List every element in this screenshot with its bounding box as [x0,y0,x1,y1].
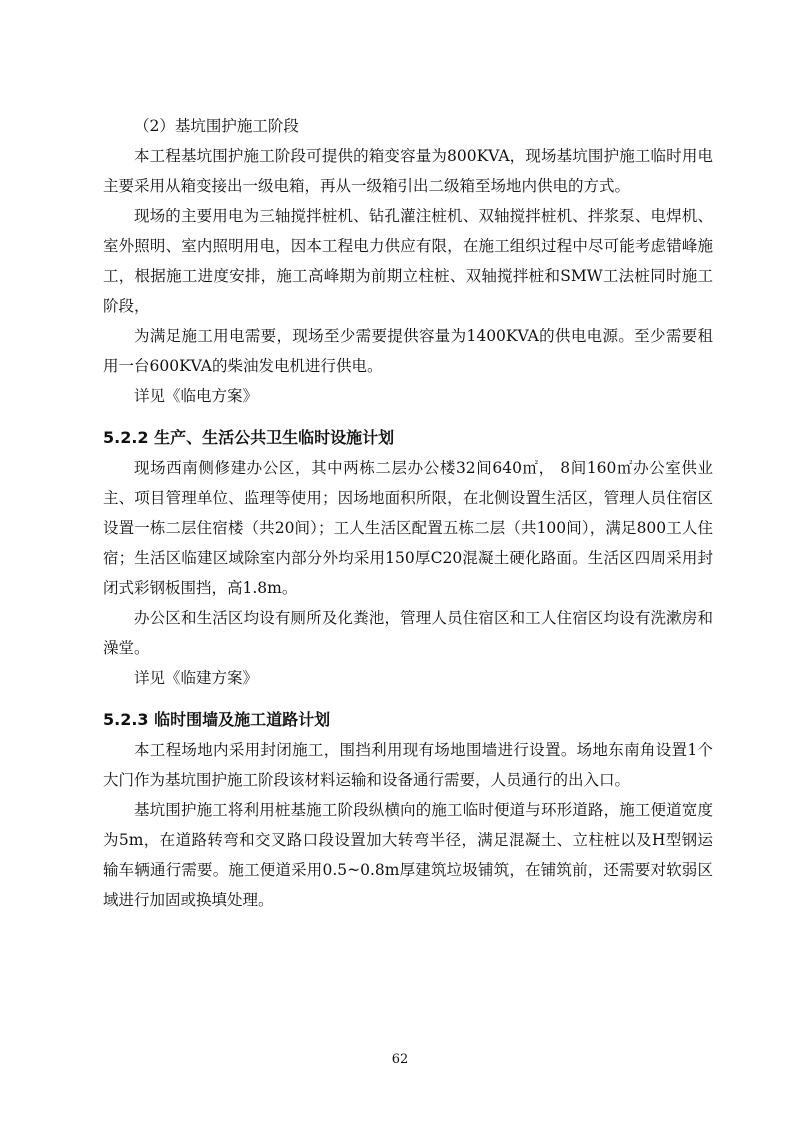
page-number: 62 [391,1052,409,1067]
paragraph-4: 详见《临电方案》 [134,387,259,405]
section-2-label: （2）基坑围护施工阶段 [134,117,299,135]
paragraph-5: 现场西南侧修建办公区，其中两栋二层办公楼32间640㎡， 8间160㎡办公室供业主、项目管理单位、监理等使用；因场地面积所限，在北侧设置生活区，管理人员住宿区设置一栋二层住宿楼（共20间）；工人生活区配置五栋二层（共100间），满足800工人住宿；生活区临建区域除室内部分外均采用150厚C20混凝土硬化路面。生活区四周采用封闭式彩钢板围挡，高1.8m。 [103,459,713,597]
heading-5-2-3: 5.2.3 临时围墙及施工道路计划 [103,710,331,729]
paragraph-3: 为满足施工用电需要，现场至少需要提供容量为1400KVA的供电电源。至少需要租用一台600KVA的柴油发电机进行供电。 [103,327,713,375]
paragraph-2: 现场的主要用电为三轴搅拌桩机、钻孔灌注桩机、双轴搅拌桩机、拌浆泵、电焊机、室外照明、室内照明用电，因本工程电力供应有限，在施工组织过程中尽可能考虑错峰施工，根据施工进度安排，施工高峰期为前期立柱桩、双轴搅拌桩和SMW工法桩同时施工阶段， [103,207,713,315]
paragraph-7: 详见《临建方案》 [134,669,259,687]
paragraph-1: 本工程基坑围护施工阶段可提供的箱变容量为800KVA，现场基坑围护施工临时用电主要采用从箱变接出一级电箱，再从一级箱引出二级箱至场地内供电的方式。 [103,147,713,195]
heading-5-2-2: 5.2.2 生产、生活公共卫生临时设施计划 [103,428,395,447]
paragraph-6: 办公区和生活区均设有厕所及化粪池，管理人员住宿区和工人住宿区均设有洗漱房和澡堂。 [103,609,713,657]
paragraph-9: 基坑围护施工将利用桩基施工阶段纵横向的施工临时便道与环形道路，施工便道宽度为5m，在道路转弯和交叉路口段设置加大转弯半径，满足混凝土、立柱桩以及H型钢运输车辆通行需要。施工便道采用0.5~0.8m厚建筑垃圾铺筑，在铺筑前，还需要对软弱区域进行加固或换填处理。 [103,801,713,909]
paragraph-8: 本工程场地内采用封闭施工，围挡利用现有场地围墙进行设置。场地东南角设置1个大门作为基坑围护施工阶段该材料运输和设备通行需要，人员通行的出入口。 [103,741,713,789]
